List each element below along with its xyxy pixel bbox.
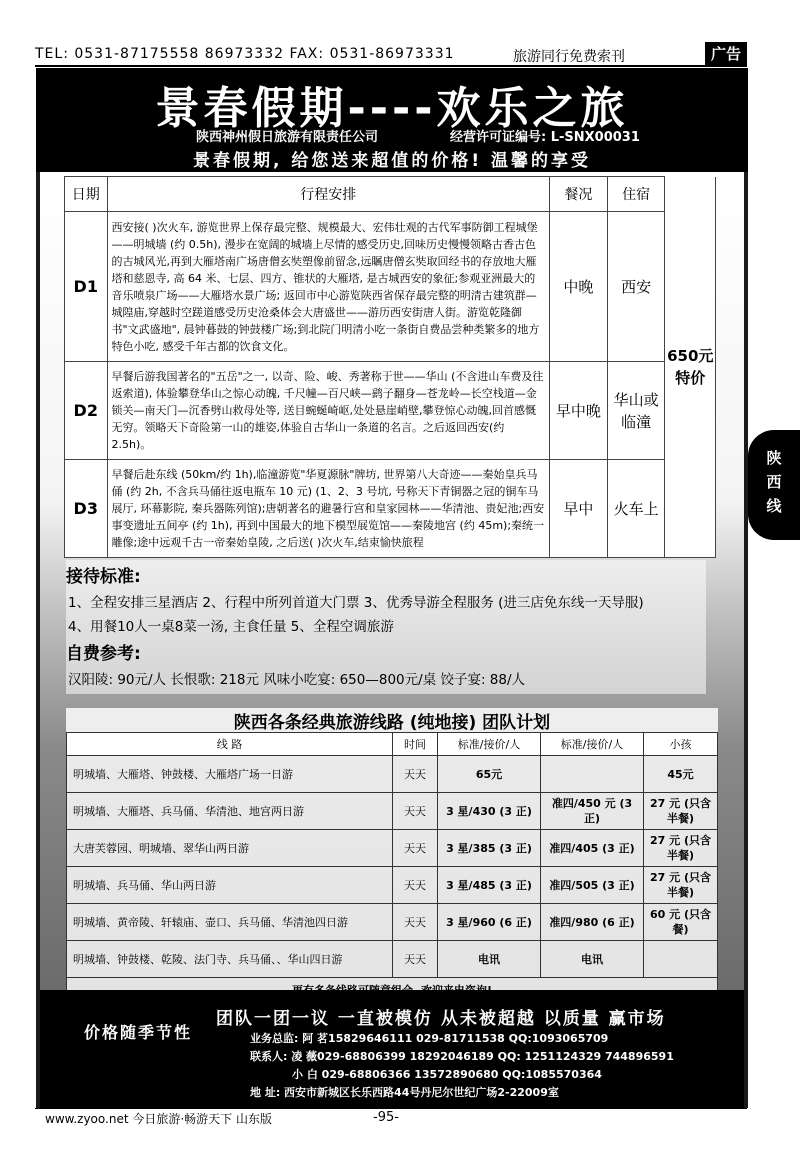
day-description: 早餐后游我国著名的"五岳"之一, 以奇、险、峻、秀著称于世——华山 (不含进山车费及往返索道), 体验攀登华山之惊心动魄, 千尺幢—百尺峡—鹞子翻身—苍龙岭—长空栈道—金锁关—南天门—沉香劈山救母处等, 送目蜿蜒崎岖,处处悬崖峭壁,攀登惊心动魄,回首感慨无穷。领略天下奇险第一山的雄姿,体验自古华山一条道的名言。之后返回西安(约 2.5h)。 <box>107 362 550 460</box>
day-description: 早餐后赴东线 (50km/约 1h),临潼游览"华夏源脉"牌坊, 世界第八大奇迹——秦始皇兵马俑 (约 2h, 不含兵马俑往返电瓶车 10 元) (1、2、3 号坑, 号称天下青铜器之冠的铜车马展厅, 环幕影院, 秦兵器陈列馆);唐朝著名的避暑行宫和皇家园林——华清池、贵妃池;西安事变遗址五间亭 (约 1h), 再到中国最大的地下模型展览馆——秦陵地宫 (约 45m);秦统一雕像;途中远观千古一帝秦始皇陵, 之后送( )次火车,结束愉快旅程 <box>107 460 550 558</box>
route-name: 明城墙、兵马俑、华山两日游 <box>67 867 393 904</box>
route-time: 天天 <box>393 756 438 793</box>
route-name: 明城墙、钟鼓楼、乾陵、法门寺、兵马俑、、华山四日游 <box>67 941 393 978</box>
optional-prices: 汉阳陵: 90元/人 长恨歌: 218元 风味小吃宴: 650—800元/桌 饺子宴: 88/人 <box>68 672 526 688</box>
col-standard-b: 标准/接价/人 <box>541 733 644 756</box>
footer-band <box>40 990 744 1108</box>
day-hotel: 火车上 <box>607 460 665 558</box>
day-label: D2 <box>65 362 108 460</box>
header-date: 日期 <box>65 177 108 212</box>
footer-contact-line: 联系人: 凌 薇029-68806399 18292046189 QQ: 1251124329 744896591 <box>250 1050 674 1063</box>
table-row <box>67 904 718 941</box>
route-time: 天天 <box>393 830 438 867</box>
standards-line: 1、全程安排三星酒店 2、行程中所列首道大门票 3、优秀导游全程服务 (进三店免东线一天导服) <box>68 595 644 611</box>
itinerary-header-row <box>65 177 716 212</box>
optional-title: 自费参考: <box>66 644 141 664</box>
bottom-rule <box>35 1108 747 1109</box>
table-row <box>67 793 718 830</box>
header-meals: 餐况 <box>550 177 608 212</box>
route-price-a: 3 星/960 (6 正) <box>438 904 541 941</box>
free-catalog-slogan: 旅游同行免费索刊 <box>513 49 625 65</box>
standards-line: 4、用餐10人一桌8菜一汤, 主食任量 5、全程空调旅游 <box>68 619 394 635</box>
top-contact-bar <box>35 46 747 66</box>
route-price-b: 准四/505 (3 正) <box>541 867 644 904</box>
ad-title: 景春假期----欢乐之旅 <box>155 83 629 134</box>
route-time: 天天 <box>393 867 438 904</box>
side-tab-char: 陕 <box>766 449 782 467</box>
itinerary-row <box>65 212 716 362</box>
table-row <box>67 941 718 978</box>
route-child-price <box>644 941 718 978</box>
route-time: 天天 <box>393 941 438 978</box>
table-row <box>67 867 718 904</box>
itinerary-row <box>65 460 716 558</box>
route-price-b: 准四/450 元 (3 正) <box>541 793 644 830</box>
side-tab-char: 线 <box>766 497 782 515</box>
agency-contact: TEL: 0531-87175558 86973332 FAX: 0531-86973331 <box>35 46 455 62</box>
day-meals: 中晚 <box>550 212 608 362</box>
side-tab-char: 西 <box>766 473 782 491</box>
route-price-a: 65元 <box>438 756 541 793</box>
hero-banner <box>36 68 748 172</box>
route-price-a: 3 星/430 (3 正) <box>438 793 541 830</box>
service-standards <box>66 560 706 694</box>
day-hotel: 华山或临潼 <box>607 362 665 460</box>
group-plan-header <box>67 733 718 756</box>
day-meals: 早中晚 <box>550 362 608 460</box>
footer-contact-line: 业务总监: 阿 茗15829646111 029-81711538 QQ:1093065709 <box>250 1032 609 1045</box>
itinerary-table <box>64 176 716 558</box>
table-row <box>67 830 718 867</box>
bottom-bar <box>35 1108 747 1128</box>
route-price-b: 电讯 <box>541 941 644 978</box>
route-name: 大唐芙蓉园、明城墙、翠华山两日游 <box>67 830 393 867</box>
route-price-a: 电讯 <box>438 941 541 978</box>
group-plan-title: 陕西各条经典旅游线路 (纯地接) 团队计划 <box>66 708 718 732</box>
site-footer: www.zyoo.net 今日旅游·畅游天下 山东版 <box>45 1112 272 1126</box>
hero-slogan: 景春假期, 给您送来超值的价格! 温馨的享受 <box>192 151 592 171</box>
col-time: 时间 <box>393 733 438 756</box>
route-time: 天天 <box>393 904 438 941</box>
table-row <box>67 756 718 793</box>
company-name: 陕西神州假日旅游有限责任公司 <box>196 130 379 145</box>
special-price: 650元特价 <box>665 177 716 558</box>
group-plan-table <box>66 732 718 1003</box>
footer-contact-line: 小 白 029-68806366 13572890680 QQ:1085570364 <box>292 1068 602 1081</box>
route-price-b <box>541 756 644 793</box>
footer-slogan-price: 价格随季节性 <box>84 1023 193 1042</box>
day-meals: 早中 <box>550 460 608 558</box>
day-description: 西安接( )次火车, 游览世界上保存最完整、规模最大、宏伟壮观的古代军事防御工程城堡——明城墙 (约 0.5h), 漫步在宽阔的城墙上尽情的感受历史,回味历史慢慢领略古香古色的古城风光,再到大雁塔南广场唐僧玄奘塑像前留念,远瞩唐僧玄奘取回经书的存放地大雁塔和慈恩寺, 高 64 米、七层、四方、锥状的大雁塔, 是古城西安的象征;参观亚洲最大的音乐喷泉广场——大雁塔水景广场; 返回市中心游览陕西省保存最完整的明清古建筑群—城隍庙,穿越时空蹉道感受历史沧桑体会大唐盛世——游历西安街唐人街。游览乾隆御书"文武盛地", 晨钟暮鼓的钟鼓楼广场;到北院门明清小吃一条街自费品尝种类繁多的地方特色小吃, 感受千年古都的饮食文化。 <box>107 212 550 362</box>
day-label: D1 <box>65 212 108 362</box>
day-label: D3 <box>65 460 108 558</box>
itinerary-row <box>65 362 716 460</box>
route-child-price: 27 元 (只含半餐) <box>644 793 718 830</box>
col-child: 小孩 <box>644 733 718 756</box>
top-rule <box>35 65 747 67</box>
route-name: 明城墙、大雁塔、钟鼓楼、大雁塔广场一日游 <box>67 756 393 793</box>
route-price-b: 准四/980 (6 正) <box>541 904 644 941</box>
route-child-price: 60 元 (只含餐) <box>644 904 718 941</box>
route-price-b: 准四/405 (3 正) <box>541 830 644 867</box>
col-standard-a: 标准/接价/人 <box>438 733 541 756</box>
route-side-tab <box>748 430 800 540</box>
header-schedule: 行程安排 <box>107 177 550 212</box>
route-price-a: 3 星/485 (3 正) <box>438 867 541 904</box>
route-time: 天天 <box>393 793 438 830</box>
standards-title: 接待标准: <box>66 567 141 587</box>
page-number: -95- <box>373 1110 399 1125</box>
header-hotel: 住宿 <box>607 177 665 212</box>
route-child-price: 27 元 (只含半餐) <box>644 867 718 904</box>
footer-slogan: 团队一团一议 一直被模仿 从未被超越 以质量 赢市场 <box>216 1009 666 1029</box>
route-child-price: 27 元 (只含半餐) <box>644 830 718 867</box>
day-hotel: 西安 <box>607 212 665 362</box>
route-name: 明城墙、大雁塔、兵马俑、华清池、地宫两日游 <box>67 793 393 830</box>
col-route: 线 路 <box>67 733 393 756</box>
ad-badge: 广告 <box>705 42 747 65</box>
footer-address: 地 址: 西安市新城区长乐西路44号丹尼尔世纪广场2-22009室 <box>250 1086 559 1099</box>
route-name: 明城墙、黄帝陵、轩辕庙、壶口、兵马俑、华清池四日游 <box>67 904 393 941</box>
route-child-price: 45元 <box>644 756 718 793</box>
route-price-a: 3 星/385 (3 正) <box>438 830 541 867</box>
license-number: 经营许可证编号: L-SNX00031 <box>450 130 640 145</box>
